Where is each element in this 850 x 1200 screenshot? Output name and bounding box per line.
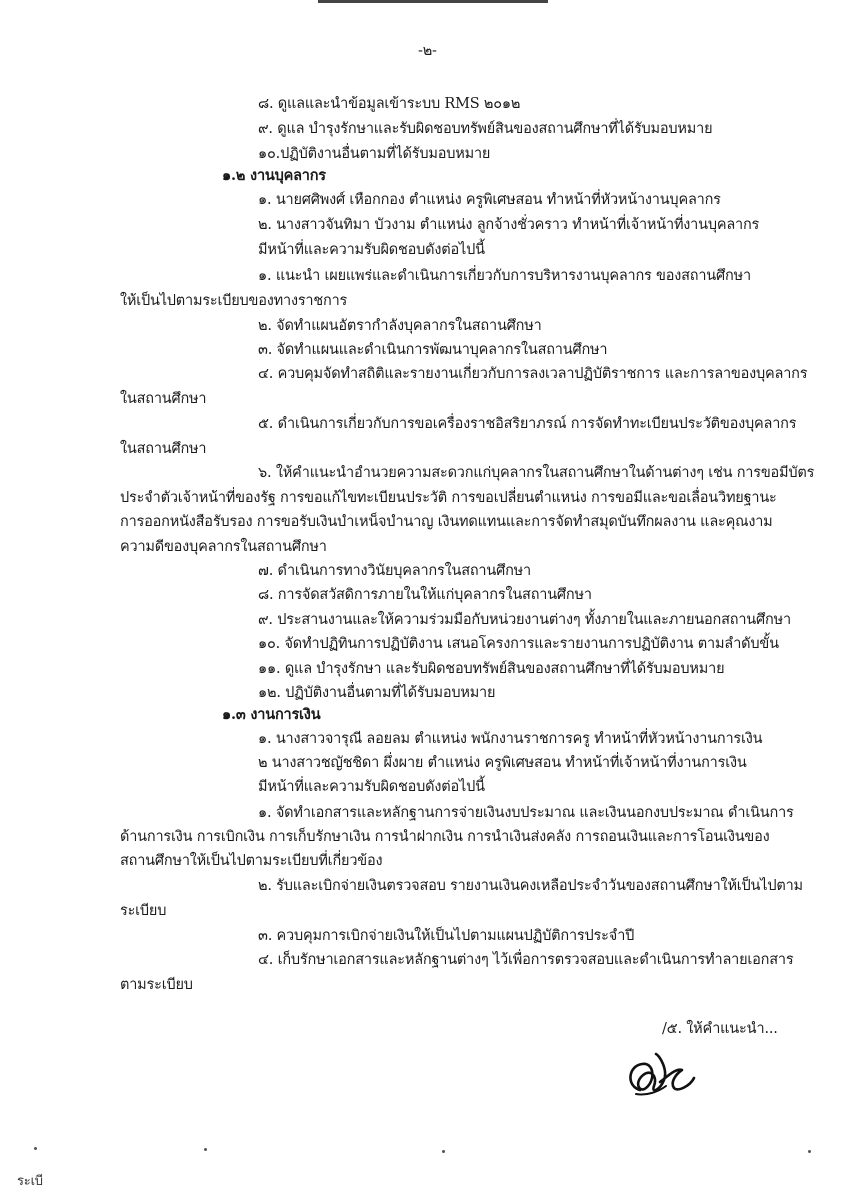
scan-speck: [204, 1148, 207, 1151]
personnel-duty-10: ๑๐. จัดทำปฏิทินการปฏิบัติงาน เสนอโครงการและรายงานการปฏิบัติงาน ตามลำดับขั้น: [258, 636, 779, 652]
scan-speck: [34, 1147, 37, 1150]
finance-duty-2-cont: ระเบียบ: [120, 903, 167, 919]
signature-mark: [620, 1046, 702, 1112]
item-10-other: ๑๐.ปฏิบัติงานอื่นตามที่ได้รับมอบหมาย: [258, 146, 491, 162]
finance-duty-4: ๔. เก็บรักษาเอกสารและหลักฐานต่างๆ ไว้เพื่อการตรวจสอบและดำเนินการทำลายเอกสาร: [258, 952, 794, 968]
personnel-duty-6-cont-1: ประจำตัวเจ้าหน้าที่ของรัฐ การขอแก้ไขทะเบียนประวัติ การขอเปลี่ยนตำแหน่ง การขอมีและขอเลื่อนวิทยฐานะ: [120, 490, 777, 506]
personnel-duty-4: ๔. ควบคุมจัดทำสถิติและรายงานเกี่ยวกับการลงเวลาปฏิบัติราชการ และการลาของบุคลากร: [258, 366, 808, 382]
finance-staff-2: ๒ นางสาวชญัชชิดา ผึ่งผาย ตำแหน่ง ครูพิเศษสอน ทำหน้าที่เจ้าหน้าที่งานการเงิน: [258, 755, 747, 771]
personnel-staff-1: ๑. นายศศิพงศ์ เหือกกอง ตำแหน่ง ครูพิเศษสอน ทำหน้าที่หัวหน้างานบุคลากร: [258, 192, 721, 208]
personnel-duty-6-cont-2: การออกหนังสือรับรอง การขอรับเงินบำเหน็จบำนาญ เงินทดแทนและการจัดทำสมุดบันทึกผลงาน และคุณงาม: [120, 514, 773, 530]
finance-duty-1-cont-2: สถานศึกษาให้เป็นไปตามระเบียบที่เกี่ยวข้อง: [120, 853, 383, 869]
scan-speck: [442, 1150, 445, 1153]
finance-duty-3: ๓. ควบคุมการเบิกจ่ายเงินให้เป็นไปตามแผนปฏิบัติการประจำปี: [258, 928, 635, 944]
scan-speck: [808, 1150, 811, 1153]
footer-mark: ระเบี: [17, 1174, 43, 1189]
personnel-duty-2: ๒. จัดทำแผนอัตรากำลังบุคลากรในสถานศึกษา: [258, 318, 542, 334]
top-edge-bar: [318, 0, 548, 3]
personnel-duty-1-cont: ให้เป็นไปตามระเบียบของทางราชการ: [120, 293, 348, 309]
heading-finance: ๑.๓ งานการเงิน: [222, 706, 321, 723]
page-number: -๒-: [418, 43, 437, 59]
personnel-duty-4-cont: ในสถานศึกษา: [120, 391, 207, 407]
personnel-duty-6-cont-3: ความดีของบุคลากรในสถานศึกษา: [120, 539, 327, 555]
personnel-duty-5: ๕. ดำเนินการเกี่ยวกับการขอเครื่องราชอิสริยาภรณ์ การจัดทำทะเบียนประวัติของบุคลากร: [258, 416, 797, 432]
item-9-assets: ๙. ดูแล บำรุงรักษาและรับผิดชอบทรัพย์สินของสถานศึกษาที่ได้รับมอบหมาย: [258, 121, 713, 137]
continuation-marker: /๕. ให้คำแนะนำ...: [662, 1021, 778, 1037]
personnel-staff-2: ๒. นางสาวจันทิมา บัวงาม ตำแหน่ง ลูกจ้างชั่วคราว ทำหน้าที่เจ้าหน้าที่งานบุคลากร: [258, 217, 760, 233]
finance-duty-2: ๒. รับและเบิกจ่ายเงินตรวจสอบ รายงานเงินคงเหลือประจำวันของสถานศึกษาให้เป็นไปตาม: [258, 878, 803, 894]
item-8-rms: ๘. ดูแลและนำข้อมูลเข้าระบบ RMS ๒๐๑๒: [258, 96, 521, 112]
personnel-duty-5-cont: ในสถานศึกษา: [120, 441, 207, 457]
personnel-duty-3: ๓. จัดทำแผนและดำเนินการพัฒนาบุคลากรในสถานศึกษา: [258, 342, 608, 358]
personnel-duty-1: ๑. แนะนำ เผยแพร่และดำเนินการเกี่ยวกับการบริหารงานบุคลากร ของสถานศึกษา: [258, 268, 751, 284]
finance-duty-4-cont: ตามระเบียบ: [120, 977, 193, 993]
personnel-duty-8: ๘. การจัดสวัสดิการภายในให้แก่บุคลากรในสถานศึกษา: [258, 587, 592, 603]
personnel-duty-12: ๑๒. ปฏิบัติงานอื่นตามที่ได้รับมอบหมาย: [258, 685, 496, 701]
personnel-duty-9: ๙. ประสานงานและให้ความร่วมมือกับหน่วยงานต่างๆ ทั้งภายในและภายนอกสถานศึกษา: [258, 612, 791, 628]
finance-staff-1: ๑. นางสาวจารุณี ลอยลม ตำแหน่ง พนักงานราชการครู ทำหน้าที่หัวหน้างานการเงิน: [258, 731, 763, 747]
personnel-duty-6: ๖. ให้คำแนะนำอำนวยความสะดวกแก่บุคลากรในสถานศึกษาในด้านต่างๆ เช่น การขอมีบัตร: [258, 465, 815, 481]
finance-duty-1-cont-1: ด้านการเงิน การเบิกเงิน การเก็บรักษาเงิน การนำฝากเงิน การนำเงินส่งคลัง การถอนเงินและการโอนเงินของ: [120, 829, 770, 845]
personnel-duties-intro: มีหน้าที่และความรับผิดชอบดังต่อไปนี้: [258, 242, 485, 258]
personnel-duty-7: ๗. ดำเนินการทางวินัยบุคลากรในสถานศึกษา: [258, 563, 531, 579]
personnel-duty-11: ๑๑. ดูแล บำรุงรักษา และรับผิดชอบทรัพย์สินของสถานศึกษาที่ได้รับมอบหมาย: [258, 661, 725, 677]
finance-duty-1: ๑. จัดทำเอกสารและหลักฐานการจ่ายเงินงบประมาณ และเงินนอกงบประมาณ ดำเนินการ: [258, 805, 794, 821]
heading-personnel: ๑.๒ งานบุคลากร: [222, 167, 326, 184]
finance-duties-intro: มีหน้าที่และความรับผิดชอบดังต่อไปนี้: [258, 779, 485, 795]
